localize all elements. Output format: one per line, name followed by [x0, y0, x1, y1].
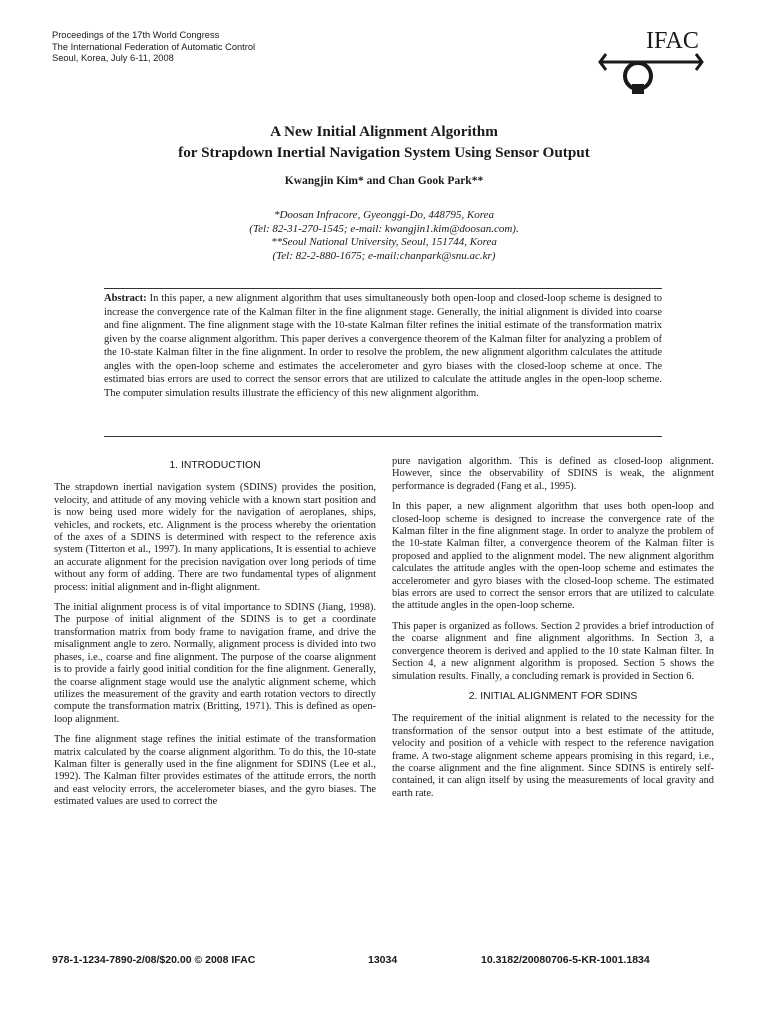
- abstract-bottom-rule: [104, 436, 662, 437]
- proceedings-line: Seoul, Korea, July 6-11, 2008: [52, 53, 174, 64]
- body-paragraph: pure navigation algorithm. This is defined as closed-loop alignment. However, since the observability of SDINS is weak, the alignment performance is degraded (Fang et al., 1995).: [392, 456, 714, 492]
- proceedings-line: The International Federation of Automatic Control: [52, 41, 256, 52]
- section-heading-introduction: 1. INTRODUCTION: [169, 460, 261, 471]
- proceedings-header: [52, 30, 255, 65]
- body-paragraph: The requirement of the initial alignment is related to the necessity for the transformation of the sensor output into a best estimate of the attitude, velocity and position of a vehicle with respect to the reference navigation frame. A two-stage alignment scheme appears promising in this regard, i.e., the coarse alignment and the fine alignment. Since SDINS is entirely self-contained, it can align itself by using the measurements of local gravity and earth rate.: [392, 713, 714, 799]
- abstract: [104, 292, 662, 400]
- body-paragraph: In this paper, a new alignment algorithm that uses both open-loop and closed-loop scheme is designed to increase the convergence rate of the Kalman filter in the fine alignment stage. In order to analyze the problem of the 10-state Kalman filter, a convergence theorem of the Kalman filter is proposed and applied to the alignment model. The new alignment algorithm calculates the attitude angles with the open-loop scheme and estimates the accelerometer and gyro biases with the closed-loop scheme. The estimated bias errors are used to correct the sensor errors that are utilized to calculate the attitude angles in the open-loop scheme.: [392, 501, 714, 612]
- left-column: [54, 456, 376, 817]
- authors: Kwangjin Kim* and Chan Gook Park**: [284, 175, 484, 187]
- body-paragraph: This paper is organized as follows. Section 2 provides a brief introduction of the coarse alignment and fine alignment algorithms. In Section 3, a convergence theorem is derived and applied to the 10 state Kalman filter. In Section 4, a new alignment algorithm is proposed. Section 5 shows the simulation results. Finally, a concluding remark is provided in Section 6.: [392, 620, 714, 682]
- abstract-label: Abstract:: [104, 293, 147, 304]
- abstract-text: In this paper, a new alignment algorithm that uses simultaneously both open-loop and closed-loop scheme is designed to increase the convergence rate of the Kalman filter in the fine alignment stage. Generally, the initial alignment is divided into coarse and fine alignment. The fine alignment stage with the 10-state Kalman filter refines the initial estimate of the transformation matrix given by the coarse alignment algorithm. This paper derives a convergence theorem of the Kalman filter for analyzing a problem of the 10-state Kalman filter in the fine alignment. In order to resolve the problem, the new alignment algorithm calculates the attitude angles with the open-loop scheme and estimates the accelerometer and gyro biases with the closed-loop scheme at once. The estimated bias errors are used to correct the sensor errors that are utilized to calculate the attitude angles in the open-loop scheme. The computer simulation results illustrate the efficiency of this new alignment algorithm.: [104, 293, 662, 399]
- footer-doi: 10.3182/20080706-5-KR-1001.1834: [481, 954, 650, 966]
- footer-page-number: 13034: [368, 954, 398, 966]
- body-paragraph: The strapdown inertial navigation system (SDINS) provides the position, velocity, and attitude of any moving vehicle with a known start position and is now being used more widely for the navigation of aeroplanes, ships, vehicles, and rockets, etc. Alignment is the process whereby the orientation of the axes of a SDINS is determined with respect to the reference axis system (Titterton et al., 1997). In many applications, It is essential to achieve an accurate alignment for the precision navigation over long periods of time without any form of adding. There are two fundamental types of alignment process: initial alignment and in-flight alignment.: [54, 482, 376, 593]
- abstract-top-rule: [104, 288, 662, 289]
- body-paragraph: The fine alignment stage refines the initial estimate of the transformation matrix calculated by the coarse alignment algorithm. To do this, the 10-state Kalman filter is generally used in the fine alignment for SDINS (Lee et al., 1992). The Kalman filter provides estimates of the attitude errors, the north and east velocity errors, the accelerometer biases, and the gyro biases. The estimated values are used to correct the: [54, 734, 376, 808]
- footer-isbn: 978-1-1234-7890-2/08/$20.00 © 2008 IFAC: [52, 954, 256, 966]
- affiliation-line: (Tel: 82-2-880-1675; e-mail:chanpark@snu.ac.kr): [272, 250, 496, 263]
- body-paragraph: The initial alignment process is of vital importance to SDINS (Jiang, 1998). The purpose of initial alignment of the SDINS is to get a coordinate transformation matrix from body frame to navigation frame, and drive the misalignment angle to zero. Normally, alignment process is divided into two phases, i.e., coarse and fine alignment. The purpose of the coarse alignment is to provide a fairly good initial condition for the fine alignment. Generally, the coarse alignment stage would use the analytic alignment scheme, which utilizes the measurement of the gravity and earth rotation vectors to directly compute the transformation matrix (Britting, 1971). This is defined as open-loop alignment.: [54, 602, 376, 725]
- section-heading-initial-alignment: 2. INITIAL ALIGNMENT FOR SDINS: [468, 690, 638, 702]
- title-line-2: for Strapdown Inertial Navigation System Using Sensor Output: [178, 143, 590, 161]
- affiliation-line: (Tel: 82-31-270-1545; e-mail: kwangjin1.kim@doosan.com).: [249, 222, 519, 235]
- ifac-logo-text: IFAC: [646, 28, 699, 54]
- paper-title: [0, 122, 768, 163]
- right-column: [392, 456, 714, 808]
- title-line-1: A New Initial Alignment Algorithm: [270, 123, 498, 140]
- ifac-logo: [598, 26, 708, 96]
- affiliation-line: *Doosan Infracore, Gyeonggi-Do, 448795, Korea: [273, 209, 495, 221]
- affiliations: [0, 209, 768, 264]
- proceedings-line: Proceedings of the 17th World Congress: [52, 30, 220, 40]
- affiliation-line: **Seoul National University, Seoul, 151744, Korea: [271, 236, 497, 249]
